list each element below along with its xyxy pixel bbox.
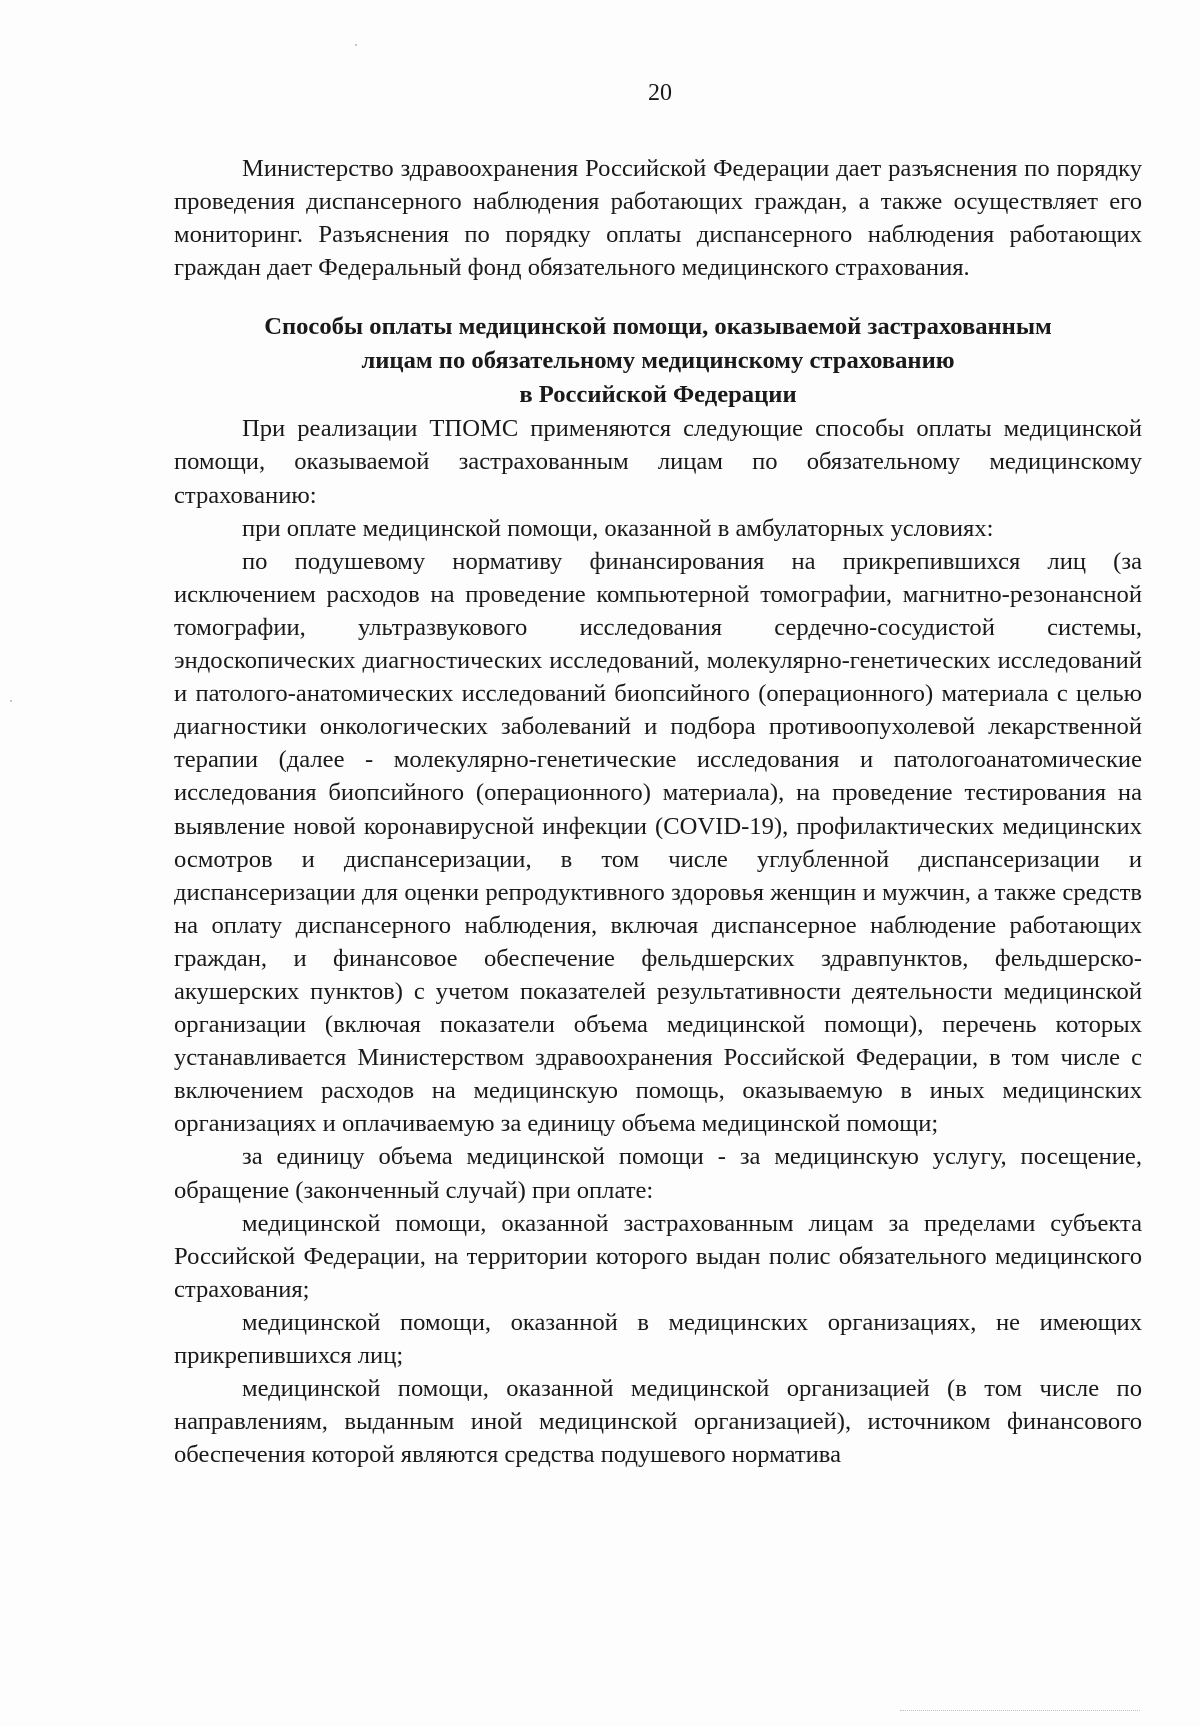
paragraph: медицинской помощи, оказанной застрахованным лицам за пределами субъекта Российской Федерации, на территории которого выдан полис обязательного медицинского страхования;: [174, 1209, 1142, 1303]
paragraph: При реализации ТПОМС применяются следующие способы оплаты медицинской помощи, оказываемой застрахованным лицам по обязательному медицинскому страхованию:: [174, 415, 1142, 509]
paragraph: медицинской помощи, оказанной в медицинских организациях, не имеющих прикрепившихся лиц;: [174, 1308, 1142, 1369]
page-number: 20: [648, 80, 672, 106]
document-body: [174, 152, 1142, 1471]
paragraph-intro: Министерство здравоохранения Российской Федерации дает разъяснения по порядку проведения диспансерного наблюдения работающих граждан, а также осуществляет его мониторинг. Разъяснения по порядку оплаты диспансерного наблюдения работающих граждан дает Федеральный фонд обязательного медицинского страхования.: [174, 155, 1142, 282]
section-heading-line-1: Способы оплаты медицинской помощи, оказываемой застрахованным: [264, 313, 1052, 341]
paragraph: медицинской помощи, оказанной медицинской организацией (в том числе по направлениям, выданным иной медицинской организацией), источником финансового обеспечения которой являются средства подушевого норматива: [174, 1375, 1142, 1469]
section-heading-line-3: в Российской Федерации: [519, 381, 797, 409]
paragraph: по подушевому нормативу финансирования на прикрепившихся лиц (за исключением расходов на проведение компьютерной томографии, магнитно-резонансной томографии, ультразвукового исследования сердечно-сосудистой системы, эндоскопических диагностических исследований, молекулярно-генетических исследований и патолого-анатомических исследований биопсийного (операционного) материала с целью диагностики онкологических заболеваний и подбора противоопухолевой лекарственной терапии (далее - молекулярно-генетические исследования и патологоанатомические исследования биопсийного (операционного) материала), на проведение тестирования на выявление новой коронавирусной инфекции (COVID-19), профилактических медицинских осмотров и диспансеризации, в том числе углубленной диспансеризации и диспансеризации для оценки репродуктивного здоровья женщин и мужчин, а также средств на оплату диспансерного наблюдения, включая диспансерное наблюдение работающих граждан, и финансовое обеспечение фельдшерских здравпунктов, фельдшерско-акушерских пунктов) с учетом показателей результативности деятельности медицинской организации (включая показатели объема медицинской помощи), перечень которых устанавливается Министерством здравоохранения Российской Федерации, в том числе с включением расходов на медицинскую помощь, оказываемую в иных медицинских организациях и оплачиваемую за единицу объема медицинской помощи;: [174, 547, 1142, 1138]
paragraph: за единицу объема медицинской помощи - за медицинскую услугу, посещение, обращение (законченный случай) при оплате:: [174, 1143, 1142, 1204]
section-heading-line-2: лицам по обязательному медицинскому страхованию: [361, 347, 955, 375]
paragraph: при оплате медицинской помощи, оказанной в амбулаторных условиях:: [242, 514, 994, 542]
scan-artifact-dot: [10, 700, 12, 702]
section-heading: [174, 310, 1142, 412]
scan-artifact-dot: [355, 44, 357, 46]
scan-artifact: [900, 1710, 1140, 1714]
